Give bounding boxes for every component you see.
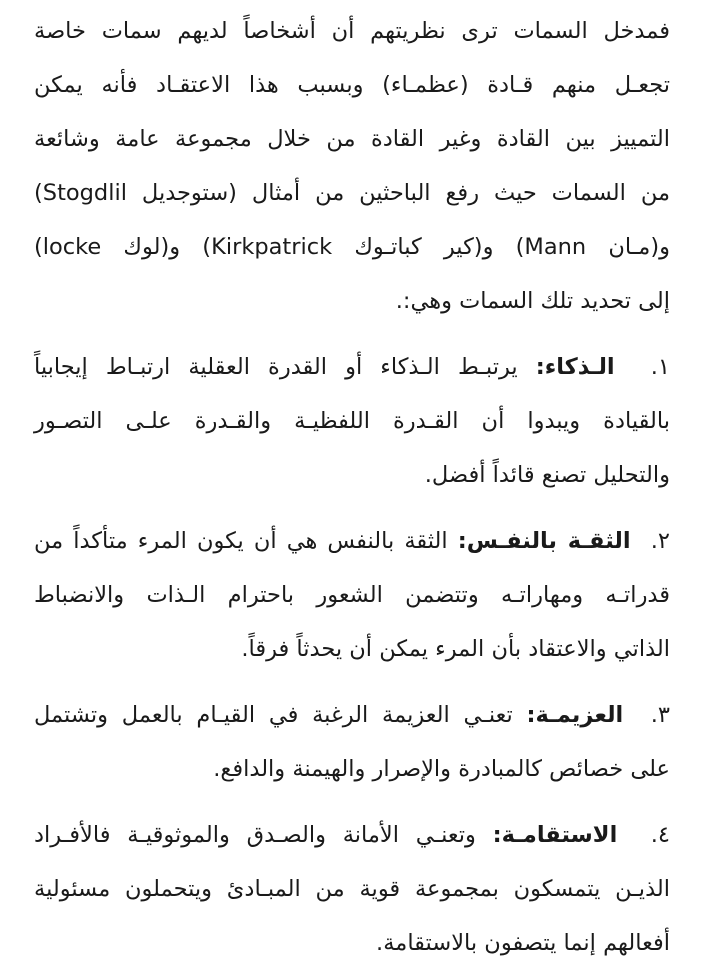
- intro-line: التمييز بين القادة وغير القادة من خلال مجموعة عامة وشائعة: [34, 126, 670, 152]
- document-page: [34, 4, 670, 970]
- intro-line: من السمات حيث رفع الباحثين من أمثال (ستوجديل Stogdlil): [34, 180, 670, 206]
- trait-text: الثقة بالنفس هي أن يكون المرء متأكداً من: [34, 528, 448, 554]
- trait-first-line: [34, 688, 670, 742]
- trait-first-line: [34, 808, 670, 862]
- trait-number: ٢.: [650, 528, 670, 554]
- trait-item-self-confidence: [34, 514, 670, 676]
- trait-number: ٣.: [650, 702, 671, 728]
- trait-first-line: [34, 340, 670, 394]
- trait-text: يرتبـط الـذكاء أو القدرة العقلية ارتبـاط إيجابياً: [34, 354, 518, 380]
- trait-line: والتحليل تصنع قائداً أفضل.: [424, 462, 670, 488]
- trait-line: أفعالهم إنما يتصفون بالاستقامة.: [376, 930, 670, 956]
- trait-term: الاستقامـة:: [492, 822, 618, 848]
- trait-item-integrity: [34, 808, 670, 970]
- trait-item-intelligence: [34, 340, 670, 502]
- trait-first-line: [34, 514, 670, 568]
- trait-line: الذيـن يتمسكون بمجموعة قوية من المبـادئ ويتحملون مسئولية: [34, 876, 670, 902]
- intro-line: فمدخل السمات ترى نظريتهم أن أشخاصاً لديهم سمات خاصة: [34, 18, 670, 44]
- trait-text: وتعنـي الأمانة والصـدق والموثوقيـة فالأفـراد: [34, 822, 476, 848]
- intro-line: و(مـان Mann) و(كير كباتـوك Kirkpatrick) و(لوك locke): [34, 234, 671, 260]
- trait-item-determination: [34, 688, 670, 796]
- trait-line: بالقيادة ويبدوا أن القـدرة اللفظيـة والقـدرة علـى التصـور: [34, 408, 670, 434]
- trait-line: الذاتي والاعتقاد بأن المرء يمكن أن يحدثاً فرقاً.: [241, 636, 670, 662]
- intro-paragraph: [34, 4, 670, 328]
- trait-term: الـذكاء:: [535, 354, 615, 380]
- trait-term: الثقـة بالنفـس:: [457, 528, 631, 554]
- intro-line: إلى تحديد تلك السمات وهي:.: [395, 288, 670, 314]
- trait-number: ١.: [650, 354, 671, 380]
- intro-line: تجعـل منهم قـادة (عظمـاء) وبسبب هذا الاعتقـاد فأنه يمكن: [34, 72, 670, 98]
- trait-text: تعنـي العزيمة الرغبة في القيـام بالعمل وتشتمل: [34, 702, 513, 728]
- trait-term: العزيمـة:: [526, 702, 624, 728]
- trait-number: ٤.: [650, 822, 670, 848]
- trait-line: قدراتـه ومهاراتـه وتتضمن الشعور باحترام الـذات والانضباط: [34, 582, 670, 608]
- trait-line: على خصائص كالمبادرة والإصرار والهيمنة والدافع.: [213, 756, 670, 782]
